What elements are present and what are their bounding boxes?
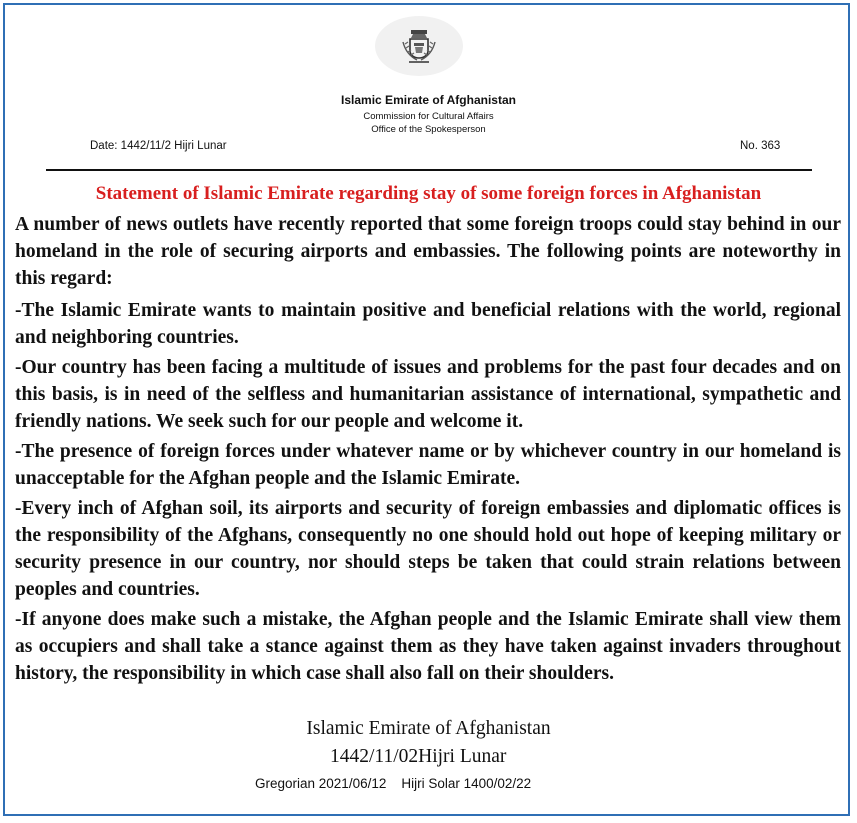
document-number: No. 363 <box>740 140 781 152</box>
emblem-graphic <box>397 24 441 68</box>
point-paragraph: -If anyone does make such a mistake, the Afghan people and the Islamic Emirate shall view them as occupiers and shall take a stance against them as they have taken against invaders throughout history, the responsibility in which case shall also fall on their shoulders. <box>15 609 841 684</box>
signature-hijri-date: 1442/11/02Hijri Lunar <box>330 746 507 767</box>
document-date: Date: 1442/11/2 Hijri Lunar <box>90 140 227 152</box>
intro-paragraph: A number of news outlets have recently reported that some foreign troops could stay behind in our homeland in the role of securing airports and embassies. The following points are noteworthy in this regard: <box>15 214 841 289</box>
statement-body <box>15 211 841 690</box>
emirate-emblem-icon <box>375 16 463 76</box>
signature-name: Islamic Emirate of Afghanistan <box>306 718 551 739</box>
point-paragraph: -The presence of foreign forces under whatever name or by whichever country in our homeland is unacceptable for the Afghan people and the Islamic Emirate. <box>15 441 841 489</box>
commission-name: Commission for Cultural Affairs <box>363 111 494 122</box>
point-paragraph: -Every inch of Afghan soil, its airports and security of foreign embassies and diplomatic offices is the responsibility of the Afghans, consequently no one should hold out hope of keeping military or security presence in our country, nor should steps be taken that could strain relations between peoples and countries. <box>15 498 841 600</box>
header-divider <box>46 169 812 171</box>
point-paragraph: -The Islamic Emirate wants to maintain positive and beneficial relations with the world, regional and neighboring countries. <box>15 300 841 348</box>
organization-name: Islamic Emirate of Afghanistan <box>341 93 516 107</box>
signature-gregorian-solar-date: Gregorian 2021/06/12 Hijri Solar 1400/02/22 <box>255 776 532 791</box>
statement-title: Statement of Islamic Emirate regarding stay of some foreign forces in Afghanistan <box>95 183 762 204</box>
office-name: Office of the Spokesperson <box>371 124 486 135</box>
point-paragraph: -Our country has been facing a multitude of issues and problems for the past four decades and on this basis, is in need of the selfless and humanitarian assistance of international, sympathetic and friendly nations. We seek such for our people and welcome it. <box>15 357 841 432</box>
